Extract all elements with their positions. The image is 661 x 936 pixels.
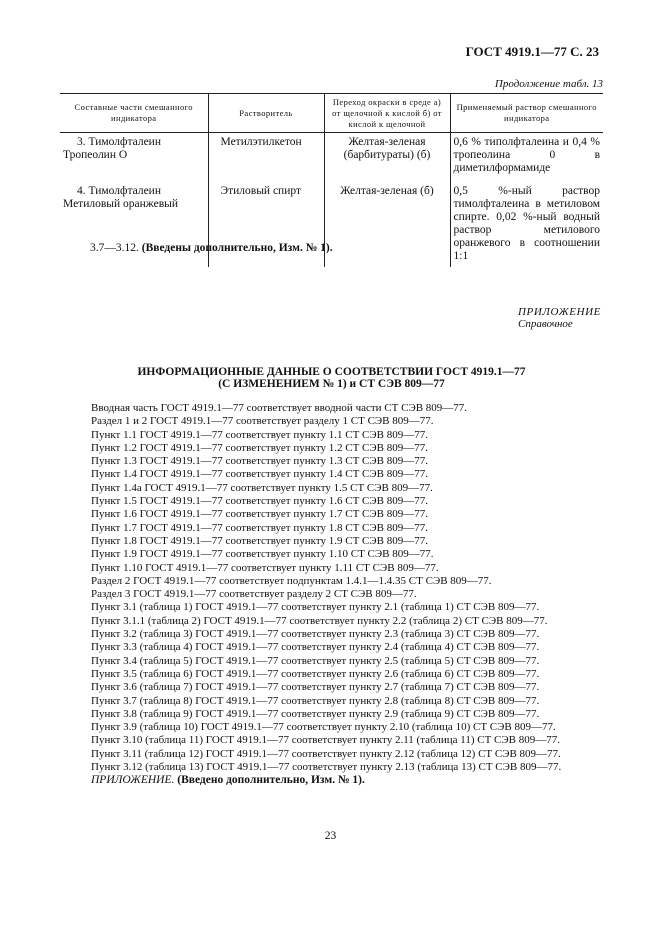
column-header: Растворитель <box>208 94 324 133</box>
correspondence-line: Пункт 3.2 (таблица 3) ГОСТ 4919.1—77 соответствует пункту 2.3 (таблица 3) СТ СЭВ 809—77. <box>91 628 540 641</box>
table-cell-solution: 0,6 % типолфталеина и 0,4 % тропеолина 0 в диметилформамиде <box>450 133 603 176</box>
correspondence-line: Пункт 1.3 ГОСТ 4919.1—77 соответствует пункту 1.3 СТ СЭВ 809—77. <box>91 455 428 468</box>
correspondence-line: Пункт 1.10 ГОСТ 4919.1—77 соответствует пункту 1.11 СТ СЭВ 809—77. <box>91 561 439 574</box>
amendment-note <box>90 242 333 254</box>
column-header: Составные части смешанного индикатора <box>60 94 208 133</box>
correspondence-line: Пункт 3.1 (таблица 1) ГОСТ 4919.1—77 соответствует пункту 2.1 (таблица 1) СТ СЭВ 809—77. <box>91 601 540 614</box>
appendix-subtitle: Справочное <box>518 318 573 330</box>
correspondence-line: Пункт 3.8 (таблица 9) ГОСТ 4919.1—77 соответствует пункту 2.9 (таблица 9) СТ СЭВ 809—77. <box>91 707 540 720</box>
table-cell-color-change: Желтая-зеленая (барбитураты) (б) <box>324 133 450 176</box>
indicator-table <box>60 93 603 267</box>
correspondence-line: Пункт 3.6 (таблица 7) ГОСТ 4919.1—77 соответствует пункту 2.7 (таблица 7) СТ СЭВ 809—77. <box>91 681 540 694</box>
table-row <box>60 133 603 176</box>
appendix-footnote <box>91 774 365 786</box>
column-header: Переход окраски в среде а) от щелочной к кислой б) от кислой к щелочной <box>324 94 450 133</box>
correspondence-line: Пункт 3.1.1 (таблица 2) ГОСТ 4919.1—77 соответствует пункту 2.2 (таблица 2) СТ СЭВ 809—77. <box>91 614 548 627</box>
correspondence-line: Вводная часть ГОСТ 4919.1—77 соответствует вводной части СТ СЭВ 809—77. <box>91 402 468 414</box>
correspondence-line: Раздел 2 ГОСТ 4919.1—77 соответствует подпунктам 1.4.1—1.4.35 СТ СЭВ 809—77. <box>91 574 492 587</box>
correspondence-line: Пункт 3.4 (таблица 5) ГОСТ 4919.1—77 соответствует пункту 2.5 (таблица 5) СТ СЭВ 809—77. <box>91 654 540 667</box>
correspondence-line: Пункт 1.9 ГОСТ 4919.1—77 соответствует пункту 1.10 СТ СЭВ 809—77. <box>91 548 434 561</box>
table-cell-components: 3. Тимолфталеин Тропеолин О <box>63 136 161 161</box>
correspondence-line: Пункт 3.7 (таблица 8) ГОСТ 4919.1—77 соответствует пункту 2.8 (таблица 8) СТ СЭВ 809—77. <box>91 694 540 707</box>
correspondence-line: Пункт 3.9 (таблица 10) ГОСТ 4919.1—77 соответствует пункту 2.10 (таблица 10) СТ СЭВ 809—77. <box>91 721 556 734</box>
footnote-label: ПРИЛОЖЕНИЕ. <box>91 774 175 786</box>
table-cell-components: 4. Тимолфталеин Метиловый оранжевый <box>63 185 178 210</box>
correspondence-line: Пункт 1.8 ГОСТ 4919.1—77 соответствует пункту 1.9 СТ СЭВ 809—77. <box>91 534 428 547</box>
page-number: 23 <box>324 830 337 842</box>
correspondence-list <box>91 402 561 774</box>
table-cell-solvent: Этиловый спирт <box>208 175 324 267</box>
correspondence-line: Пункт 3.10 (таблица 11) ГОСТ 4919.1—77 соответствует пункту 2.11 (таблица 11) СТ СЭВ 809—77. <box>91 734 560 747</box>
correspondence-line: Пункт 3.5 (таблица 6) ГОСТ 4919.1—77 соответствует пункту 2.6 (таблица 6) СТ СЭВ 809—77. <box>91 667 540 680</box>
table-continuation-label: Продолжение табл. 13 <box>494 78 603 90</box>
amendment-range: 3.7—3.12. <box>90 242 139 254</box>
correspondence-line: Пункт 1.4 ГОСТ 4919.1—77 соответствует пункту 1.4 СТ СЭВ 809—77. <box>91 468 428 481</box>
correspondence-line: Пункт 1.2 ГОСТ 4919.1—77 соответствует пункту 1.2 СТ СЭВ 809—77. <box>91 441 428 454</box>
correspondence-line: Пункт 1.1 ГОСТ 4919.1—77 соответствует пункту 1.1 СТ СЭВ 809—77. <box>91 428 428 441</box>
correspondence-line: Пункт 3.11 (таблица 12) ГОСТ 4919.1—77 соответствует пункту 2.12 (таблица 12) СТ СЭВ 809—77. <box>91 747 561 760</box>
appendix-title: ПРИЛОЖЕНИЕ <box>518 306 601 318</box>
table-cell-color-change: Желтая-зеленая (б) <box>324 175 450 267</box>
appendix-heading <box>518 306 601 330</box>
page-header: ГОСТ 4919.1—77 С. 23 <box>465 44 599 59</box>
info-title-line: ИНФОРМАЦИОННЫЕ ДАННЫЕ О СООТВЕТСТВИИ ГОСТ 4919.1—77 <box>137 366 526 378</box>
correspondence-line: Пункт 1.7 ГОСТ 4919.1—77 соответствует пункту 1.8 СТ СЭВ 809—77. <box>91 521 428 534</box>
table-cell-solution: 0,5 %-ный раствор тимолфталеина в метиловом спирте. 0,02 %-ный водный раствор метилового оранжевого в соотношении 1:1 <box>450 175 603 267</box>
table-cell-solvent: Метилэтилкетон <box>208 133 324 176</box>
column-header: Применяемый раствор смешанного индикатора <box>450 94 603 133</box>
correspondence-line: Пункт 3.12 (таблица 13) ГОСТ 4919.1—77 соответствует пункту 2.13 (таблица 13) СТ СЭВ 809—77. <box>91 761 562 774</box>
correspondence-line: Раздел 3 ГОСТ 4919.1—77 соответствует разделу 2 СТ СЭВ 809—77. <box>91 588 417 601</box>
correspondence-line: Пункт 1.5 ГОСТ 4919.1—77 соответствует пункту 1.6 СТ СЭВ 809—77. <box>91 495 428 508</box>
correspondence-line: Пункт 3.3 (таблица 4) ГОСТ 4919.1—77 соответствует пункту 2.4 (таблица 4) СТ СЭВ 809—77. <box>91 641 540 654</box>
amendment-text: (Введены дополнительно, Изм. № 1). <box>141 242 333 254</box>
correspondence-line: Пункт 1.6 ГОСТ 4919.1—77 соответствует пункту 1.7 СТ СЭВ 809—77. <box>91 508 428 521</box>
info-title <box>60 366 603 390</box>
correspondence-line: Раздел 1 и 2 ГОСТ 4919.1—77 соответствует разделу 1 СТ СЭВ 809—77. <box>91 415 434 428</box>
correspondence-line: Пункт 1.4а ГОСТ 4919.1—77 соответствует пункту 1.5 СТ СЭВ 809—77. <box>91 481 433 494</box>
footnote-text: (Введено дополнительно, Изм. № 1). <box>177 774 365 786</box>
table-header-row <box>60 94 603 133</box>
info-title-line: (С ИЗМЕНЕНИЕМ № 1) и СТ СЭВ 809—77 <box>218 378 445 390</box>
